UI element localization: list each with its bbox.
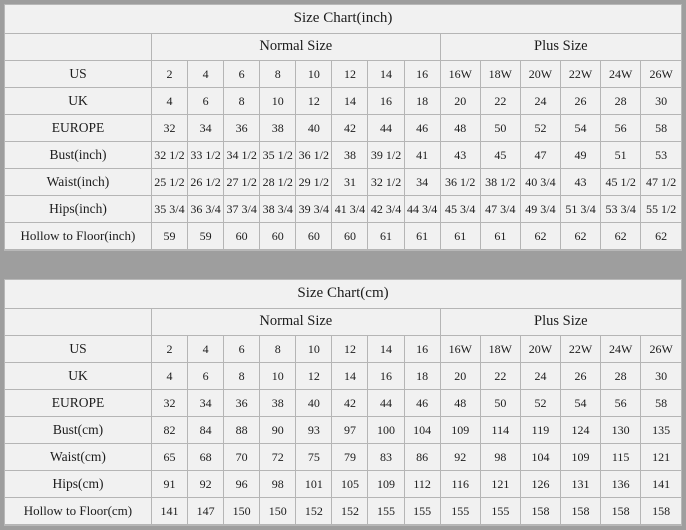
cell-value: 72 bbox=[260, 444, 296, 471]
cell-value: 60 bbox=[332, 223, 368, 250]
cell-value: 6 bbox=[188, 88, 224, 115]
cell-value: 158 bbox=[601, 498, 641, 525]
cell-value: 65 bbox=[151, 444, 187, 471]
cell-value: 41 bbox=[404, 142, 440, 169]
cell-value: 22W bbox=[561, 61, 601, 88]
cell-value: 40 3/4 bbox=[520, 169, 560, 196]
cell-value: 38 bbox=[260, 390, 296, 417]
cell-value: 158 bbox=[520, 498, 560, 525]
chart-title: Size Chart(cm) bbox=[5, 280, 681, 309]
row-label: EUROPE bbox=[5, 390, 151, 417]
cell-value: 53 bbox=[641, 142, 681, 169]
cell-value: 48 bbox=[440, 115, 480, 142]
group-header-plus: Plus Size bbox=[440, 309, 681, 336]
cell-value: 50 bbox=[480, 390, 520, 417]
cell-value: 42 bbox=[332, 115, 368, 142]
cell-value: 34 bbox=[188, 390, 224, 417]
table-row bbox=[5, 471, 681, 498]
cell-value: 155 bbox=[368, 498, 404, 525]
cell-value: 32 1/2 bbox=[151, 142, 187, 169]
cell-value: 112 bbox=[404, 471, 440, 498]
cell-value: 30 bbox=[641, 88, 681, 115]
row-label: Bust(inch) bbox=[5, 142, 151, 169]
row-label: EUROPE bbox=[5, 115, 151, 142]
cell-value: 105 bbox=[332, 471, 368, 498]
cell-value: 24W bbox=[601, 61, 641, 88]
cell-value: 12 bbox=[332, 336, 368, 363]
cell-value: 119 bbox=[520, 417, 560, 444]
cell-value: 141 bbox=[151, 498, 187, 525]
cell-value: 79 bbox=[332, 444, 368, 471]
group-header-spacer bbox=[5, 309, 151, 336]
cell-value: 26 bbox=[561, 88, 601, 115]
cell-value: 42 3/4 bbox=[368, 196, 404, 223]
cell-value: 155 bbox=[440, 498, 480, 525]
cell-value: 14 bbox=[332, 88, 368, 115]
cell-value: 62 bbox=[561, 223, 601, 250]
table-row bbox=[5, 444, 681, 471]
table-row-groups bbox=[5, 309, 681, 336]
cell-value: 82 bbox=[151, 417, 187, 444]
cell-value: 44 bbox=[368, 390, 404, 417]
cell-value: 43 bbox=[440, 142, 480, 169]
cell-value: 6 bbox=[224, 336, 260, 363]
cell-value: 46 bbox=[404, 115, 440, 142]
cell-value: 60 bbox=[260, 223, 296, 250]
cell-value: 28 1/2 bbox=[260, 169, 296, 196]
cell-value: 6 bbox=[188, 363, 224, 390]
cell-value: 45 bbox=[480, 142, 520, 169]
cell-value: 54 bbox=[561, 390, 601, 417]
cell-value: 16 bbox=[368, 88, 404, 115]
cell-value: 24 bbox=[520, 363, 560, 390]
cell-value: 32 bbox=[151, 115, 187, 142]
cell-value: 38 bbox=[332, 142, 368, 169]
cell-value: 16W bbox=[440, 336, 480, 363]
cell-value: 121 bbox=[641, 444, 681, 471]
cell-value: 49 bbox=[561, 142, 601, 169]
cell-value: 22 bbox=[480, 88, 520, 115]
cell-value: 75 bbox=[296, 444, 332, 471]
cell-value: 92 bbox=[188, 471, 224, 498]
row-label: Waist(inch) bbox=[5, 169, 151, 196]
cell-value: 92 bbox=[440, 444, 480, 471]
size-chart-cm bbox=[4, 279, 682, 526]
cell-value: 20W bbox=[520, 336, 560, 363]
table-row bbox=[5, 336, 681, 363]
cell-value: 26W bbox=[641, 336, 681, 363]
cell-value: 36 1/2 bbox=[440, 169, 480, 196]
cell-value: 141 bbox=[641, 471, 681, 498]
cell-value: 41 3/4 bbox=[332, 196, 368, 223]
group-header-plus: Plus Size bbox=[440, 34, 681, 61]
row-label: UK bbox=[5, 88, 151, 115]
group-header-spacer bbox=[5, 34, 151, 61]
cell-value: 36 1/2 bbox=[296, 142, 332, 169]
cell-value: 96 bbox=[224, 471, 260, 498]
row-label: US bbox=[5, 336, 151, 363]
cell-value: 18W bbox=[480, 336, 520, 363]
cell-value: 50 bbox=[480, 115, 520, 142]
cell-value: 8 bbox=[224, 363, 260, 390]
cell-value: 61 bbox=[368, 223, 404, 250]
row-label: Waist(cm) bbox=[5, 444, 151, 471]
cell-value: 40 bbox=[296, 115, 332, 142]
cell-value: 47 3/4 bbox=[480, 196, 520, 223]
cell-value: 8 bbox=[260, 336, 296, 363]
table-row bbox=[5, 196, 681, 223]
cell-value: 100 bbox=[368, 417, 404, 444]
size-chart-cm-table bbox=[5, 280, 681, 525]
table-row bbox=[5, 115, 681, 142]
row-label: UK bbox=[5, 363, 151, 390]
cell-value: 14 bbox=[368, 61, 404, 88]
cell-value: 91 bbox=[151, 471, 187, 498]
table-row bbox=[5, 417, 681, 444]
cell-value: 12 bbox=[332, 61, 368, 88]
cell-value: 48 bbox=[440, 390, 480, 417]
cell-value: 53 3/4 bbox=[601, 196, 641, 223]
cell-value: 56 bbox=[601, 115, 641, 142]
cell-value: 24W bbox=[601, 336, 641, 363]
row-label: Hollow to Floor(inch) bbox=[5, 223, 151, 250]
row-label: US bbox=[5, 61, 151, 88]
cell-value: 32 bbox=[151, 390, 187, 417]
cell-value: 16W bbox=[440, 61, 480, 88]
cell-value: 25 1/2 bbox=[151, 169, 187, 196]
cell-value: 28 bbox=[601, 363, 641, 390]
cell-value: 31 bbox=[332, 169, 368, 196]
size-chart-inch-table bbox=[5, 5, 681, 250]
cell-value: 131 bbox=[561, 471, 601, 498]
cell-value: 34 bbox=[404, 169, 440, 196]
cell-value: 60 bbox=[224, 223, 260, 250]
cell-value: 54 bbox=[561, 115, 601, 142]
cell-value: 155 bbox=[404, 498, 440, 525]
cell-value: 84 bbox=[188, 417, 224, 444]
table-row-title bbox=[5, 280, 681, 309]
table-row bbox=[5, 142, 681, 169]
cell-value: 22W bbox=[561, 336, 601, 363]
cell-value: 22 bbox=[480, 363, 520, 390]
cell-value: 44 bbox=[368, 115, 404, 142]
cell-value: 88 bbox=[224, 417, 260, 444]
cell-value: 10 bbox=[296, 61, 332, 88]
cell-value: 14 bbox=[332, 363, 368, 390]
cell-value: 12 bbox=[296, 363, 332, 390]
cell-value: 109 bbox=[440, 417, 480, 444]
cell-value: 152 bbox=[332, 498, 368, 525]
cell-value: 61 bbox=[404, 223, 440, 250]
table-row bbox=[5, 61, 681, 88]
cell-value: 136 bbox=[601, 471, 641, 498]
cell-value: 27 1/2 bbox=[224, 169, 260, 196]
cell-value: 42 bbox=[332, 390, 368, 417]
cell-value: 39 1/2 bbox=[368, 142, 404, 169]
cell-value: 6 bbox=[224, 61, 260, 88]
cell-value: 39 3/4 bbox=[296, 196, 332, 223]
table-row-groups bbox=[5, 34, 681, 61]
cell-value: 4 bbox=[188, 61, 224, 88]
cell-value: 158 bbox=[641, 498, 681, 525]
cell-value: 4 bbox=[151, 88, 187, 115]
chart-title: Size Chart(inch) bbox=[5, 5, 681, 34]
group-header-normal: Normal Size bbox=[151, 309, 440, 336]
cell-value: 70 bbox=[224, 444, 260, 471]
cell-value: 101 bbox=[296, 471, 332, 498]
table-row bbox=[5, 223, 681, 250]
cell-value: 52 bbox=[520, 390, 560, 417]
cell-value: 38 3/4 bbox=[260, 196, 296, 223]
cell-value: 4 bbox=[151, 363, 187, 390]
cell-value: 52 bbox=[520, 115, 560, 142]
cell-value: 93 bbox=[296, 417, 332, 444]
cell-value: 59 bbox=[151, 223, 187, 250]
cell-value: 45 1/2 bbox=[601, 169, 641, 196]
cell-value: 16 bbox=[368, 363, 404, 390]
cell-value: 18W bbox=[480, 61, 520, 88]
cell-value: 155 bbox=[480, 498, 520, 525]
cell-value: 47 1/2 bbox=[641, 169, 681, 196]
cell-value: 121 bbox=[480, 471, 520, 498]
cell-value: 58 bbox=[641, 390, 681, 417]
cell-value: 98 bbox=[480, 444, 520, 471]
cell-value: 36 3/4 bbox=[188, 196, 224, 223]
cell-value: 20W bbox=[520, 61, 560, 88]
cell-value: 68 bbox=[188, 444, 224, 471]
cell-value: 36 bbox=[224, 115, 260, 142]
cell-value: 35 3/4 bbox=[151, 196, 187, 223]
table-row bbox=[5, 88, 681, 115]
cell-value: 20 bbox=[440, 363, 480, 390]
cell-value: 59 bbox=[188, 223, 224, 250]
cell-value: 56 bbox=[601, 390, 641, 417]
cell-value: 14 bbox=[368, 336, 404, 363]
cell-value: 58 bbox=[641, 115, 681, 142]
cell-value: 2 bbox=[151, 61, 187, 88]
row-label: Bust(cm) bbox=[5, 417, 151, 444]
table-row-title bbox=[5, 5, 681, 34]
cell-value: 10 bbox=[260, 88, 296, 115]
size-chart-inch bbox=[4, 4, 682, 251]
cell-value: 109 bbox=[368, 471, 404, 498]
cell-value: 45 3/4 bbox=[440, 196, 480, 223]
cell-value: 10 bbox=[296, 336, 332, 363]
cell-value: 18 bbox=[404, 363, 440, 390]
cell-value: 8 bbox=[224, 88, 260, 115]
cell-value: 60 bbox=[296, 223, 332, 250]
cell-value: 20 bbox=[440, 88, 480, 115]
cell-value: 16 bbox=[404, 336, 440, 363]
cell-value: 30 bbox=[641, 363, 681, 390]
cell-value: 51 3/4 bbox=[561, 196, 601, 223]
cell-value: 18 bbox=[404, 88, 440, 115]
cell-value: 33 1/2 bbox=[188, 142, 224, 169]
cell-value: 4 bbox=[188, 336, 224, 363]
table-row bbox=[5, 363, 681, 390]
cell-value: 62 bbox=[520, 223, 560, 250]
cell-value: 86 bbox=[404, 444, 440, 471]
table-row bbox=[5, 390, 681, 417]
cell-value: 126 bbox=[520, 471, 560, 498]
cell-value: 35 1/2 bbox=[260, 142, 296, 169]
cell-value: 61 bbox=[440, 223, 480, 250]
cell-value: 135 bbox=[641, 417, 681, 444]
cell-value: 51 bbox=[601, 142, 641, 169]
cell-value: 109 bbox=[561, 444, 601, 471]
cell-value: 90 bbox=[260, 417, 296, 444]
cell-value: 10 bbox=[260, 363, 296, 390]
cell-value: 8 bbox=[260, 61, 296, 88]
cell-value: 158 bbox=[561, 498, 601, 525]
cell-value: 40 bbox=[296, 390, 332, 417]
row-label: Hips(inch) bbox=[5, 196, 151, 223]
cell-value: 26 1/2 bbox=[188, 169, 224, 196]
cell-value: 124 bbox=[561, 417, 601, 444]
cell-value: 55 1/2 bbox=[641, 196, 681, 223]
cell-value: 29 1/2 bbox=[296, 169, 332, 196]
cell-value: 104 bbox=[404, 417, 440, 444]
cell-value: 34 1/2 bbox=[224, 142, 260, 169]
cell-value: 16 bbox=[404, 61, 440, 88]
cell-value: 34 bbox=[188, 115, 224, 142]
cell-value: 62 bbox=[601, 223, 641, 250]
cell-value: 28 bbox=[601, 88, 641, 115]
cell-value: 150 bbox=[260, 498, 296, 525]
table-row bbox=[5, 169, 681, 196]
cell-value: 37 3/4 bbox=[224, 196, 260, 223]
cell-value: 61 bbox=[480, 223, 520, 250]
row-label: Hips(cm) bbox=[5, 471, 151, 498]
cell-value: 97 bbox=[332, 417, 368, 444]
row-label: Hollow to Floor(cm) bbox=[5, 498, 151, 525]
cell-value: 43 bbox=[561, 169, 601, 196]
cell-value: 2 bbox=[151, 336, 187, 363]
cell-value: 32 1/2 bbox=[368, 169, 404, 196]
cell-value: 62 bbox=[641, 223, 681, 250]
cell-value: 47 bbox=[520, 142, 560, 169]
cell-value: 12 bbox=[296, 88, 332, 115]
cell-value: 83 bbox=[368, 444, 404, 471]
cell-value: 115 bbox=[601, 444, 641, 471]
table-row bbox=[5, 498, 681, 525]
cell-value: 24 bbox=[520, 88, 560, 115]
cell-value: 46 bbox=[404, 390, 440, 417]
cell-value: 38 1/2 bbox=[480, 169, 520, 196]
cell-value: 36 bbox=[224, 390, 260, 417]
cell-value: 114 bbox=[480, 417, 520, 444]
cell-value: 26 bbox=[561, 363, 601, 390]
cell-value: 26W bbox=[641, 61, 681, 88]
cell-value: 49 3/4 bbox=[520, 196, 560, 223]
cell-value: 104 bbox=[520, 444, 560, 471]
cell-value: 130 bbox=[601, 417, 641, 444]
cell-value: 116 bbox=[440, 471, 480, 498]
cell-value: 44 3/4 bbox=[404, 196, 440, 223]
cell-value: 150 bbox=[224, 498, 260, 525]
cell-value: 152 bbox=[296, 498, 332, 525]
cell-value: 98 bbox=[260, 471, 296, 498]
cell-value: 147 bbox=[188, 498, 224, 525]
cell-value: 38 bbox=[260, 115, 296, 142]
group-header-normal: Normal Size bbox=[151, 34, 440, 61]
